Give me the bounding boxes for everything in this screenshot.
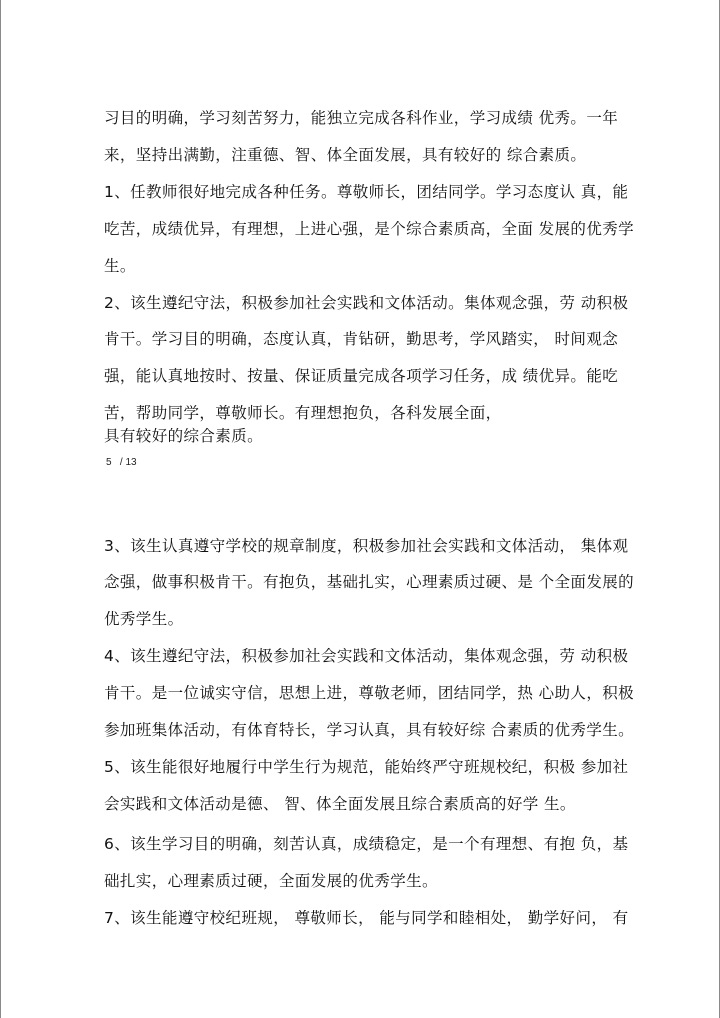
- text-line: 强，能认真地按时、按量、保证质量完成各项学习任务，成 绩优异。能吃: [104, 367, 619, 385]
- page-separator: /: [119, 457, 123, 468]
- text-line: 1、任教师很好地完成各种任务。尊敬师长，团结同学。学习态度认 真，能: [104, 183, 629, 201]
- text-line: 肯干。是一位诚实守信，思想上进，尊敬老师，团结同学，热 心助人，积极: [104, 684, 635, 702]
- text-line: 肯干。学习目的明确，态度认真，肯钻研，勤思考，学风踏实， 时间观念: [104, 330, 619, 348]
- text-line: 优秀学生。: [104, 610, 184, 628]
- text-line: 来，坚持出满勤，注重德、智、体全面发展，具有较好的 综合素质。: [104, 146, 587, 164]
- text-line: 具有较好的综合素质。: [104, 427, 264, 445]
- text-line: 3、该生认真遵守学校的规章制度，积极参加社会实践和文体活动， 集体观: [104, 537, 629, 555]
- text-line: 会实践和文体活动是德、 智、体全面发展且综合素质高的好学 生。: [104, 795, 576, 813]
- text-line: 2、该生遵纪守法，积极参加社会实践和文体活动。集体观念强，劳 动积极: [104, 294, 629, 312]
- text-line: 参加班集体活动，有体育特长，学习认真，具有较好综 合素质的优秀学生。: [104, 721, 635, 739]
- text-line: 吃苦，成绩优异，有理想，上进心强，是个综合素质高，全面 发展的优秀学: [104, 220, 635, 238]
- text-line: 5、该生能很好地履行中学生行为规范，能始终严守班规校纪，积极 参加社: [104, 758, 629, 776]
- text-line: 7、该生能遵守校纪班规， 尊敬师长， 能与同学和睦相处， 勤学好问， 有: [104, 909, 629, 927]
- page-border-left: [0, 0, 1, 1018]
- text-line: 生。: [104, 257, 136, 275]
- text-line: 习目的明确，学习刻苦努力，能独立完成各科作业，学习成绩 优秀。一年: [104, 109, 619, 127]
- page-number: 5: [106, 457, 112, 468]
- text-line: 苦，帮助同学，尊敬师长。有理想抱负，各科发展全面，: [104, 404, 502, 422]
- page-footer: [106, 456, 137, 470]
- page-total: 13: [125, 457, 137, 468]
- text-line: 础扎实，心理素质过硬，全面发展的优秀学生。: [104, 872, 438, 890]
- text-line: 6、该生学习目的明确，刻苦认真，成绩稳定，是一个有理想、有抱 负，基: [104, 835, 629, 853]
- text-line: 念强，做事积极肯干。有抱负，基础扎实，心理素质过硬、是 个全面发展的: [104, 573, 635, 591]
- text-line: 4、该生遵纪守法，积极参加社会实践和文体活动，集体观念强，劳 动积极: [104, 647, 629, 665]
